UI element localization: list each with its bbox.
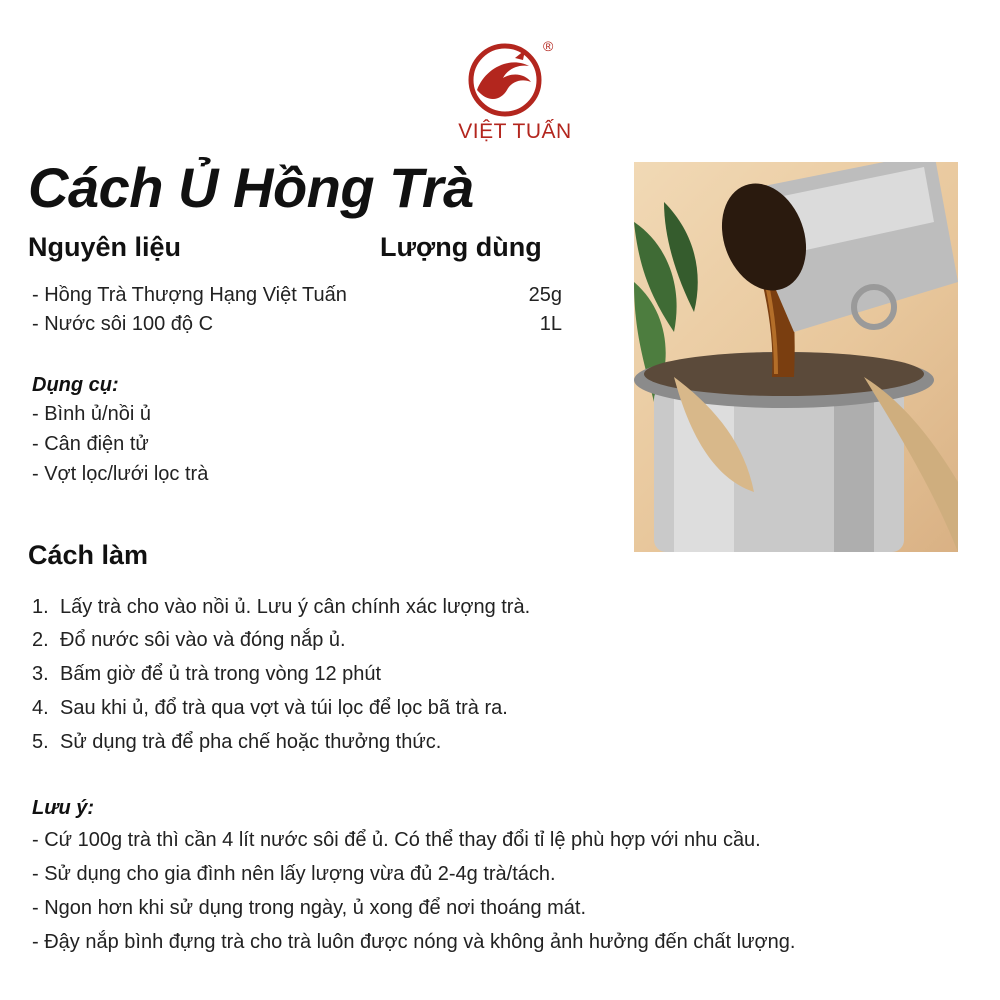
method-step [32,663,381,686]
ingredient-amount: 1L [539,313,562,335]
ingredients-header: Nguyên liệu [28,232,182,262]
step-number: 4. [32,697,49,719]
step-number: 3. [32,663,49,685]
step-number: 1. [32,596,49,618]
ingredient-row [32,313,562,339]
note-item: - Cứ 100g trà thì cần 4 lít nước sôi để ủ. Có thể thay đổi tỉ lệ phù hợp với nhu cầu. [32,829,761,851]
tool-item: - Bình ủ/nồi ủ [32,403,151,425]
brand-logo [455,38,575,148]
step-text: Đổ nước sôi vào và đóng nắp ủ. [60,629,346,651]
step-text: Sau khi ủ, đổ trà qua vợt và túi lọc để lọc bã trà ra. [60,697,508,719]
method-header: Cách làm [28,540,149,570]
tool-item: - Vợt lọc/lưới lọc trà [32,463,209,485]
ingredient-amount: 25g [528,284,562,306]
tools-header: Dụng cụ: [32,374,119,396]
step-number: 5. [32,731,49,753]
notes-header: Lưu ý: [32,797,95,819]
note-item: - Ngon hơn khi sử dụng trong ngày, ủ xong để nơi thoáng mát. [32,897,587,919]
note-item: - Sử dụng cho gia đình nên lấy lượng vừa đủ 2-4g trà/tách. [32,863,556,885]
step-text: Sử dụng trà để pha chế hoặc thưởng thức. [60,731,442,753]
step-text: Lấy trà cho vào nồi ủ. Lưu ý cân chính xác lượng trà. [60,596,531,618]
method-step [32,731,441,754]
step-number: 2. [32,629,49,651]
tea-pouring-icon [634,162,958,552]
brand-name: VIỆT TUẤN [458,120,572,143]
ingredient-name: - Nước sôi 100 độ C [32,313,214,335]
note-item: - Đậy nắp bình đựng trà cho trà luôn được nóng và không ảnh hưởng đến chất lượng. [32,931,796,953]
ingredient-name: - Hồng Trà Thượng Hạng Việt Tuấn [32,284,347,306]
dragon-emblem-icon [455,38,575,120]
registered-mark: ® [543,38,554,54]
method-step [32,596,530,619]
method-step [32,697,508,720]
step-text: Bấm giờ để ủ trà trong vòng 12 phút [60,663,382,685]
tea-pouring-photo [634,162,958,552]
method-step [32,629,346,652]
amount-header: Lượng dùng [380,232,542,262]
ingredient-row [32,284,562,310]
tool-item: - Cân điện tử [32,433,149,455]
page-title: Cách Ủ Hồng Trà [28,156,474,219]
